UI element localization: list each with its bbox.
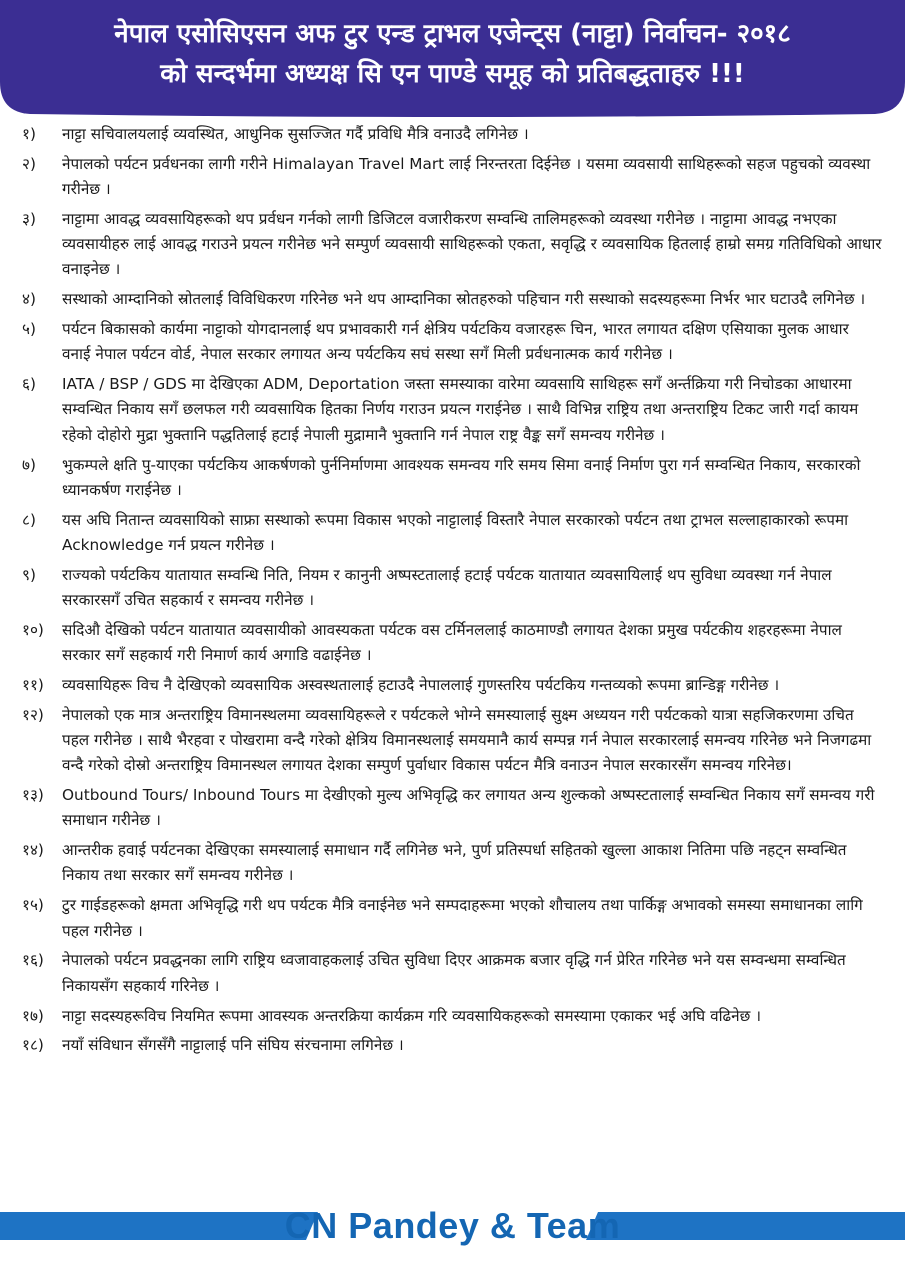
- pledge-text: यस अघि नितान्त व्यवसायिको साफ्रा सस्थाको रूपमा विकास भएको नाट्टालाई विस्तारै नेपाल सरकारको पर्यटन तथा ट्राभल सल्लाहाकारको रूपमा Acknowledge गर्न प्रयत्न गरीनेछ ।: [62, 510, 849, 554]
- pledge-number: १०): [22, 620, 44, 639]
- pledge-item: [22, 783, 882, 833]
- pledge-text: नेपालको एक मात्र अन्तराष्ट्रिय विमानस्थलमा व्यवसायिहरूले र पर्यटकले भोग्ने समस्यालाई सुक्ष्म अध्ययन गरी पर्यटकको यात्रा सहजिकरणमा उचित पहल गरीनेछ । साथै भैरहवा र पोखरामा वन्दै गरेको क्षेत्रिय विमानस्थलाई समयमानै कार्य सम्पन्न गर्न नेपाल सरकारलाई समन्वय गरिनेछ भने निजगढमा वन्दै गरेको दोस्रो अन्तराष्ट्रिय विमानस्थल लगायत देशका सम्पुर्ण पुर्वाधार विकास पर्यटन मैत्रि वनाउन नेपाल सरकारसँग समन्वय गरिनेछ।: [62, 705, 872, 775]
- pledge-text: नाट्टामा आवद्ध व्यवसायिहरूको थप प्रर्वधन गर्नको लागी डिजिटल वजारीकरण सम्वन्धि तालिमहरूको व्यवस्था गरीनेछ । नाट्टामा आवद्ध नभएका व्यवसायीहरु लाई आवद्ध गराउने प्रयत्न गरीनेछ भने सम्पुर्ण व्यवसायी साथिहरूको एकता, सवृद्धि र व्यवसायिक हितलाई हाम्रो समग्र गतिविधिको आधार वनाइनेछ ।: [62, 209, 882, 279]
- pledge-number: १३): [22, 786, 44, 805]
- pledge-text: पर्यटन बिकासको कार्यमा नाट्टाको योगदानलाई थप प्रभावकारी गर्न क्षेत्रिय पर्यटकिय वजारहरू चिन, भारत लगायत दक्षिण एसियाका मुलक आधार वनाई नेपाल पर्यटन वोर्ड, नेपाल सरकार लगायत अन्य पर्यटकिय सघं सस्था सगँ मिली प्रर्वधनात्मक कार्य गरीनेछ ।: [62, 320, 849, 364]
- header-banner: [0, 0, 905, 118]
- pledge-text: Outbound Tours/ Inbound Tours मा देखीएको मुल्य अभिवृद्धि कर लगायत अन्य शुल्कको अष्पस्टतालाई सम्वन्धित निकाय सगँ समन्वय गरी समाधान गरीनेछ ।: [62, 786, 875, 830]
- pledge-item: [22, 838, 882, 888]
- pledge-number: ९): [22, 565, 36, 584]
- pledge-item: [22, 152, 882, 202]
- pledge-text: सदिऔ देखिको पर्यटन यातायात व्यवसायीको आवस्यकता पर्यटक वस टर्मिनललाई काठमाण्डौ लगायत देशका प्रमुख पर्यटकीय शहरहरूमा नेपाल सरकार सगँ सहकार्य गरी निमार्ण कार्य अगाडि वढाईनेछ ।: [62, 620, 842, 665]
- pledge-item: [22, 618, 882, 668]
- pledge-number: २): [22, 154, 36, 173]
- pledge-text: आन्तरीक हवाई पर्यटनका देखिएका समस्यालाई समाधान गर्दै लगिनेछ भने, पुर्ण प्रतिस्पर्धा सहितको खुल्ला आकाश नितिमा पछि नहट्न सम्वन्धित निकाय तथा सरकार सगँ समन्वय गरीनेछ ।: [62, 841, 847, 885]
- pledge-item: [22, 508, 882, 558]
- pledge-item: [22, 673, 882, 698]
- pledge-item: [22, 563, 882, 613]
- pledge-number: १२): [22, 705, 44, 724]
- pledge-number: ११): [22, 675, 44, 694]
- page-title: [0, 14, 905, 94]
- pledge-item: [22, 703, 882, 779]
- pledge-number: ८): [22, 510, 36, 529]
- pledge-item: [22, 122, 882, 147]
- pledge-number: ७): [22, 455, 36, 474]
- footer-banner: [0, 1196, 905, 1262]
- pledge-item: [22, 372, 882, 448]
- pledge-text: नाट्टा सदस्यहरूविच नियमित रूपमा आवस्यक अन्तरक्रिया कार्यक्रम गरि व्यवसायिकहरूको समस्यामा एकाकर भई अघि वढिनेछ ।: [62, 1006, 762, 1025]
- pledge-number: ४): [22, 290, 36, 309]
- pledge-item: [22, 317, 882, 367]
- title-line-1: नेपाल एसोसिएसन अफ टुर एन्ड ट्राभल एजेन्ट्स (नाट्टा) निर्वाचन- २०१८: [114, 19, 791, 49]
- pledge-list: [22, 122, 882, 1063]
- pledge-item: [22, 1004, 882, 1029]
- pledge-text: व्यवसायिहरू विच नै देखिएको व्यवसायिक अस्वस्थतालाई हटाउदै नेपाललाई गुणस्तरिय पर्यटकिय गन्तव्यको रूपमा ब्रान्डिङ्ग गरीनेछ ।: [62, 675, 780, 694]
- pledge-number: ६): [22, 375, 36, 394]
- pledge-text: IATA / BSP / GDS मा देखिएका ADM, Deportation जस्ता समस्याका वारेमा व्यवसायि साथिहरू सगँ अर्न्तक्रिया गरी निचोडका आधारमा सम्वन्धित निकाय सगँ छलफल गरी व्यवसायिक हितका निर्णय गराउन प्रयत्न गराईनेछ । साथै विभिन्न राष्ट्रिय तथा अन्तराष्ट्रिय टिकट जारी गर्दा कायम रहेको दोहोरो मुद्रा भुक्तानि पद्धतिलाई हटाई नेपाली मुद्रामानै भुक्तानि गर्न नेपाल राष्ट्र वैङ्क सगँ समन्वय गरीनेछ ।: [62, 375, 859, 444]
- pledge-text: सस्थाको आम्दानिको स्रोतलाई विविधिकरण गरिनेछ भने थप आम्दानिका स्रोतहरुको पहिचान गरी सस्थाको सदस्यहरूमा निर्भर भार घटाउदै लगिनेछ ।: [62, 290, 866, 309]
- pledge-text: नेपालको पर्यटन प्रवद्धनका लागि राष्ट्रिय ध्वजावाहकलाई उचित सुविधा दिएर आक्रमक बजार वृद्धि गर्न प्रेरित गरिनेछ भने यस सम्वन्धमा सम्वन्धित निकायसँग सहकार्य गरिनेछ ।: [62, 951, 846, 995]
- pledge-number: १): [22, 125, 36, 143]
- team-name: CN Pandey & Team: [284, 1205, 621, 1246]
- pledge-number: १६): [22, 951, 44, 970]
- pledge-item: [22, 948, 882, 998]
- pledge-item: [22, 453, 882, 503]
- pledge-item: [22, 207, 882, 283]
- pledge-item: [22, 1033, 882, 1058]
- pledge-text: नाट्टा सचिवालयलाई व्यवस्थित, आधुनिक सुसज्जित गर्दै प्रविधि मैत्रि वनाउदै लगिनेछ ।: [62, 125, 529, 143]
- pledge-item: [22, 287, 882, 312]
- pledge-item: [22, 893, 882, 943]
- pledge-number: १७): [22, 1006, 44, 1025]
- title-line-2: को सन्दर्भमा अध्यक्ष सि एन पाण्डे समूह को प्रतिबद्धताहरु !!!: [160, 59, 745, 89]
- pledge-text: भुकम्पले क्षति पु-याएका पर्यटकिय आकर्षणको पुर्ननिर्माणमा आवश्यक समन्वय गरि समय सिमा वनाई निर्माण पुरा गर्न सम्वन्धित निकाय, सरकारको ध्यानकर्षण गराईनेछ ।: [62, 455, 861, 499]
- pledge-text: टुर गाईडहरूको क्षमता अभिवृद्धि गरी थप पर्यटक मैत्रि वनाईनेछ भने सम्पदाहरूमा भएको शौचालय तथा पार्किङ्ग अभावको समस्या समाधानका लागि पहल गरीनेछ ।: [62, 896, 863, 940]
- pledge-number: ५): [22, 320, 36, 339]
- pledge-text: नयाँ संविधान सँगसँगै नाट्टालाई पनि संघिय संरचनामा लगिनेछ ।: [62, 1036, 404, 1055]
- pledge-number: ३): [22, 209, 36, 228]
- pledge-number: १५): [22, 896, 44, 915]
- pledge-number: १४): [22, 841, 44, 860]
- pledge-number: १८): [22, 1036, 44, 1055]
- pledge-text: राज्यको पर्यटकिय यातायात सम्वन्धि निति, नियम र कानुनी अष्पस्टतालाई हटाई पर्यटक यातायात व्यवसायिलाई थप सुविधा व्यवस्था गर्न नेपाल सरकारसगँ उचित सहकार्य र समन्वय गरीनेछ ।: [62, 565, 832, 609]
- pledge-text: नेपालको पर्यटन प्रर्वधनका लागी गरीने Himalayan Travel Mart लाई निरन्तरता दिईनेछ । यसमा व्यवसायी साथिहरूको सहज पहुचको व्यवस्था गरीनेछ ।: [62, 154, 871, 199]
